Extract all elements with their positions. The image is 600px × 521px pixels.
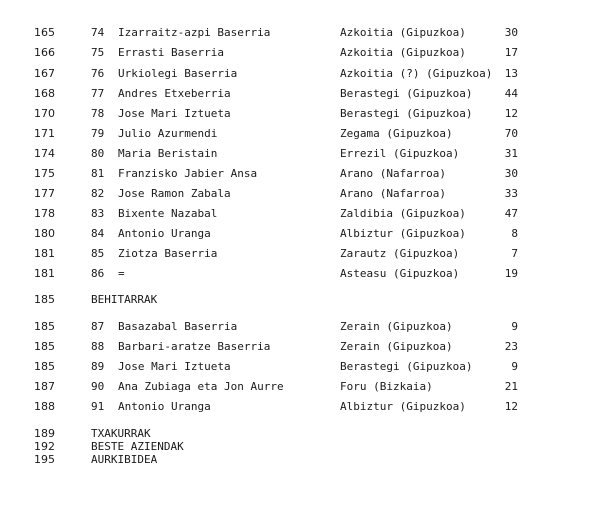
- page-number: 181: [34, 267, 55, 280]
- entry-place: Albiztur (Gipuzkoa): [340, 227, 466, 240]
- entry-count: 13: [504, 67, 518, 80]
- entry-number: 79: [91, 127, 105, 140]
- page-number: 178: [34, 207, 55, 220]
- entry-place: Zegama (Gipuzkoa): [340, 127, 453, 140]
- table-row: [0, 166, 600, 182]
- section-heading: AURKIBIDEA: [91, 453, 158, 466]
- entry-name: Izarraitz-azpi Baserria: [118, 26, 271, 39]
- table-row: [0, 106, 600, 122]
- entry-name: Maria Beristain: [118, 147, 218, 160]
- page-number: 180: [34, 227, 55, 240]
- page-number: 187: [34, 380, 55, 393]
- entry-name: Urkiolegi Baserria: [118, 67, 238, 80]
- entry-count: 8: [511, 227, 518, 240]
- entry-name: Bixente Nazabal: [118, 207, 218, 220]
- entry-place: Errezil (Gipuzkoa): [340, 147, 460, 160]
- entry-name: Barbari-aratze Baserria: [118, 340, 271, 353]
- section-heading-row: [0, 292, 600, 308]
- section-row: [0, 440, 600, 454]
- entry-count: 19: [504, 267, 518, 280]
- page-number: 192: [34, 440, 55, 453]
- section-heading: BEHITARRAK: [91, 293, 158, 306]
- page-number: 189: [34, 427, 55, 440]
- entry-number: 90: [91, 380, 105, 393]
- entry-place: Azkoitia (?) (Gipuzkoa): [340, 67, 493, 80]
- page-number: 175: [34, 167, 55, 180]
- entry-name: Julio Azurmendi: [118, 127, 218, 140]
- entry-place: Zarautz (Gipuzkoa): [340, 247, 460, 260]
- entry-number: 78: [91, 107, 105, 120]
- entry-name: Ana Zubiaga eta Jon Aurre: [118, 380, 284, 393]
- entry-number: 88: [91, 340, 105, 353]
- page-number: 185: [34, 340, 55, 353]
- entry-place: Zaldibia (Gipuzkoa): [340, 207, 466, 220]
- page-number: 185: [34, 360, 55, 373]
- entry-number: 84: [91, 227, 105, 240]
- entry-count: 47: [504, 207, 518, 220]
- table-row: [0, 126, 600, 142]
- entry-place: Berastegi (Gipuzkoa): [340, 360, 473, 373]
- table-row: [0, 45, 600, 61]
- entry-place: Arano (Nafarroa): [340, 167, 446, 180]
- entry-place: Albiztur (Gipuzkoa): [340, 400, 466, 413]
- page-number: 168: [34, 87, 55, 100]
- page-number: 167: [34, 67, 55, 80]
- entry-number: 83: [91, 207, 105, 220]
- table-row: [0, 359, 600, 375]
- page-number: 174: [34, 147, 55, 160]
- page-number: 181: [34, 247, 55, 260]
- table-row: [0, 246, 600, 262]
- entry-number: 74: [91, 26, 105, 39]
- page-number: 177: [34, 187, 55, 200]
- entry-name: Jose Ramon Zabala: [118, 187, 231, 200]
- entry-place: Asteasu (Gipuzkoa): [340, 267, 460, 280]
- entry-number: 87: [91, 320, 105, 333]
- entry-count: 70: [504, 127, 518, 140]
- entry-number: 86: [91, 267, 105, 280]
- entry-count: 17: [504, 46, 518, 59]
- entry-place: Zerain (Gipuzkoa): [340, 340, 453, 353]
- entry-name: Jose Mari Iztueta: [118, 360, 231, 373]
- entry-count: 12: [504, 400, 518, 413]
- entry-count: 9: [511, 360, 518, 373]
- entry-name: =: [118, 267, 125, 280]
- entry-place: Foru (Bizkaia): [340, 380, 433, 393]
- entry-number: 89: [91, 360, 105, 373]
- entry-place: Azkoitia (Gipuzkoa): [340, 46, 466, 59]
- table-row: [0, 226, 600, 242]
- table-row: [0, 319, 600, 335]
- table-row: [0, 146, 600, 162]
- entry-name: Ziotza Baserria: [118, 247, 218, 260]
- page-number: 188: [34, 400, 55, 413]
- entry-name: Basazabal Baserria: [118, 320, 238, 333]
- table-row: [0, 266, 600, 282]
- table-row: [0, 399, 600, 415]
- entry-number: 81: [91, 167, 105, 180]
- page-number: 185: [34, 320, 55, 333]
- table-row: [0, 339, 600, 355]
- entry-name: Errasti Baserria: [118, 46, 224, 59]
- page-number: 170: [34, 107, 55, 120]
- entry-place: Berastegi (Gipuzkoa): [340, 107, 473, 120]
- page-number: 171: [34, 127, 55, 140]
- section-row: [0, 453, 600, 467]
- section-row: [0, 427, 600, 441]
- page-number: 195: [34, 453, 55, 466]
- entry-count: 33: [504, 187, 518, 200]
- page-number: 166: [34, 46, 55, 59]
- section-heading: TXAKURRAK: [91, 427, 151, 440]
- entry-count: 31: [504, 147, 518, 160]
- table-row: [0, 86, 600, 102]
- entry-count: 30: [504, 167, 518, 180]
- entry-name: Antonio Uranga: [118, 227, 211, 240]
- entry-place: Berastegi (Gipuzkoa): [340, 87, 473, 100]
- table-row: [0, 25, 600, 41]
- entry-name: Andres Etxeberria: [118, 87, 231, 100]
- page-number: 165: [34, 26, 55, 39]
- entry-count: 7: [511, 247, 518, 260]
- page-number: 185: [34, 293, 55, 306]
- table-row: [0, 206, 600, 222]
- entry-name: Franzisko Jabier Ansa: [118, 167, 258, 180]
- entry-place: Azkoitia (Gipuzkoa): [340, 26, 466, 39]
- entry-count: 44: [504, 87, 518, 100]
- entry-number: 75: [91, 46, 105, 59]
- entry-number: 82: [91, 187, 105, 200]
- entry-number: 85: [91, 247, 105, 260]
- table-row: [0, 186, 600, 202]
- entry-name: Antonio Uranga: [118, 400, 211, 413]
- entry-count: 9: [511, 320, 518, 333]
- entry-count: 30: [504, 26, 518, 39]
- entry-number: 76: [91, 67, 105, 80]
- entry-count: 21: [504, 380, 518, 393]
- table-row: [0, 66, 600, 82]
- entry-number: 80: [91, 147, 105, 160]
- entry-number: 91: [91, 400, 105, 413]
- section-heading: BESTE AZIENDAK: [91, 440, 184, 453]
- entry-name: Jose Mari Iztueta: [118, 107, 231, 120]
- table-row: [0, 379, 600, 395]
- entry-place: Zerain (Gipuzkoa): [340, 320, 453, 333]
- entry-number: 77: [91, 87, 105, 100]
- entry-count: 12: [504, 107, 518, 120]
- entry-place: Arano (Nafarroa): [340, 187, 446, 200]
- entry-count: 23: [504, 340, 518, 353]
